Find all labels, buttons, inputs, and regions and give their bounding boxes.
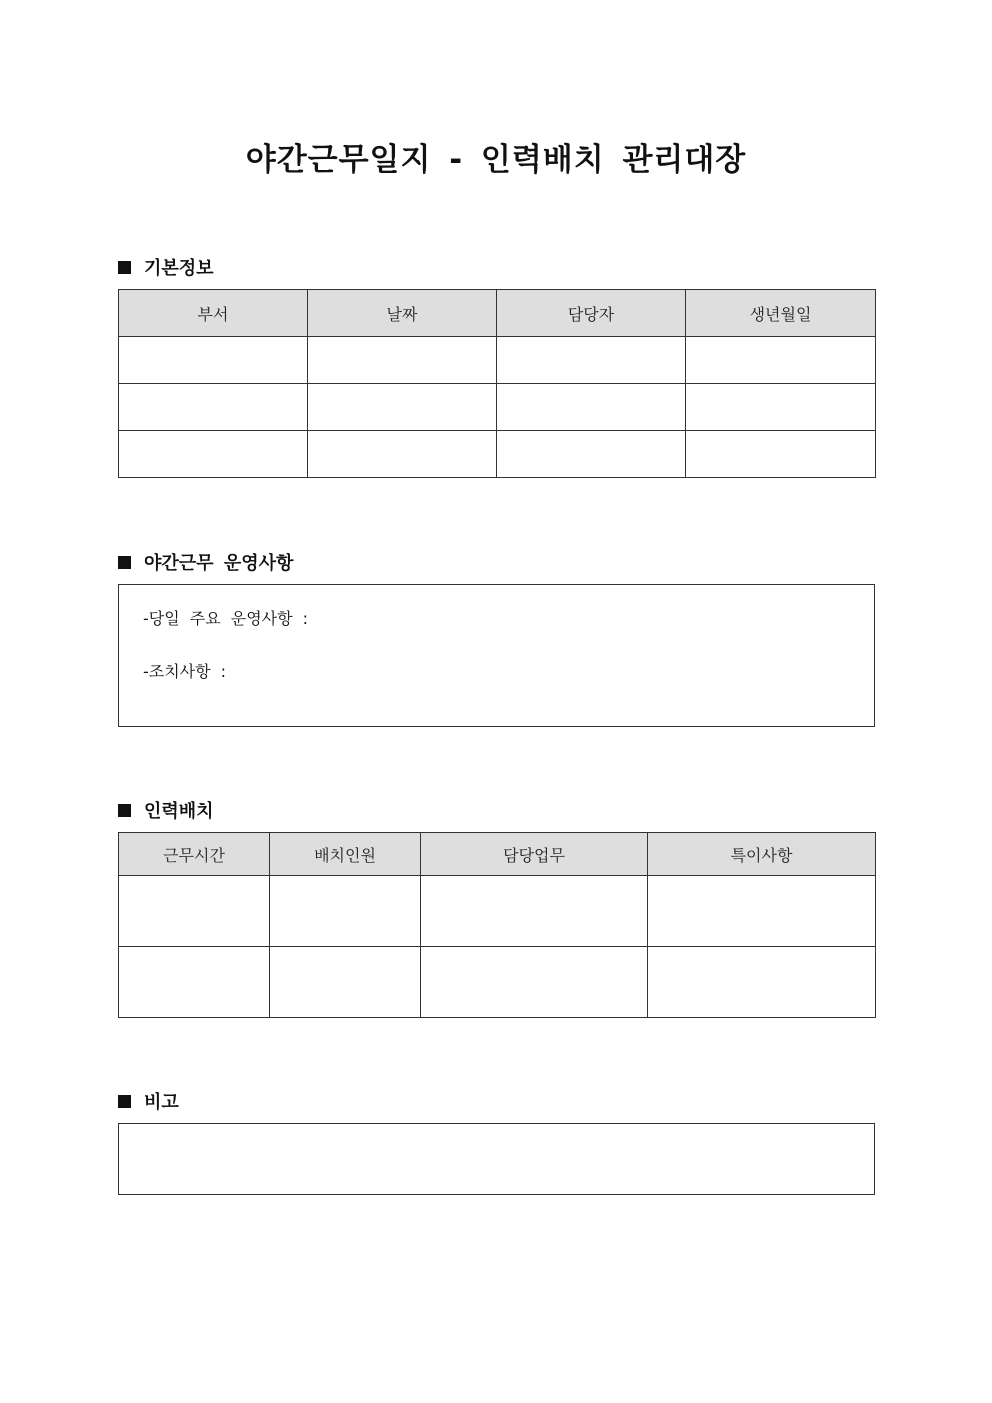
square-bullet-icon [118, 804, 131, 817]
table-cell[interactable] [648, 947, 876, 1018]
column-header: 부서 [119, 290, 308, 337]
section-title: 인력배치 [144, 801, 214, 822]
table-header-row [119, 290, 876, 337]
table-row [119, 431, 876, 478]
square-bullet-icon [118, 556, 131, 569]
square-bullet-icon [118, 1095, 131, 1108]
table-row [119, 947, 876, 1018]
table-cell[interactable] [686, 431, 876, 478]
page-title: 야간근무일지 - 인력배치 관리대장 [245, 142, 747, 178]
section-heading-night-ops [118, 549, 293, 575]
table-cell[interactable] [497, 384, 686, 431]
table-header-row [119, 833, 876, 876]
table-cell[interactable] [119, 947, 270, 1018]
column-header: 날짜 [308, 290, 497, 337]
ops-line-actions: -조치사항 : [143, 662, 227, 681]
section-heading-staffing [118, 797, 214, 823]
table-cell[interactable] [308, 384, 497, 431]
square-bullet-icon [118, 261, 131, 274]
ops-line-main: -당일 주요 운영사항 : [143, 609, 309, 628]
table-row [119, 384, 876, 431]
section-title: 야간근무 운영사항 [144, 553, 294, 574]
table-cell[interactable] [686, 337, 876, 384]
section-title: 기본정보 [144, 258, 214, 279]
table-cell[interactable] [119, 876, 270, 947]
table-cell[interactable] [119, 431, 308, 478]
table-cell[interactable] [270, 876, 421, 947]
table-cell[interactable] [421, 876, 648, 947]
table-row [119, 876, 876, 947]
table-cell[interactable] [308, 431, 497, 478]
basic-info-table [118, 289, 876, 478]
table-cell[interactable] [497, 431, 686, 478]
table-cell[interactable] [119, 384, 308, 431]
staffing-table [118, 832, 876, 1018]
column-header: 생년월일 [686, 290, 876, 337]
column-header: 특이사항 [648, 833, 876, 876]
column-header: 배치인원 [270, 833, 421, 876]
table-cell[interactable] [648, 876, 876, 947]
table-row [119, 337, 876, 384]
remarks-box[interactable] [118, 1123, 875, 1195]
column-header: 담당자 [497, 290, 686, 337]
section-title: 비고 [144, 1092, 179, 1113]
table-cell[interactable] [119, 337, 308, 384]
table-cell[interactable] [421, 947, 648, 1018]
column-header: 담당업무 [421, 833, 648, 876]
table-cell[interactable] [308, 337, 497, 384]
table-cell[interactable] [497, 337, 686, 384]
section-heading-basic-info [118, 254, 214, 280]
table-cell[interactable] [270, 947, 421, 1018]
section-heading-remarks [118, 1088, 179, 1114]
table-cell[interactable] [686, 384, 876, 431]
night-ops-box[interactable] [118, 584, 875, 727]
column-header: 근무시간 [119, 833, 270, 876]
